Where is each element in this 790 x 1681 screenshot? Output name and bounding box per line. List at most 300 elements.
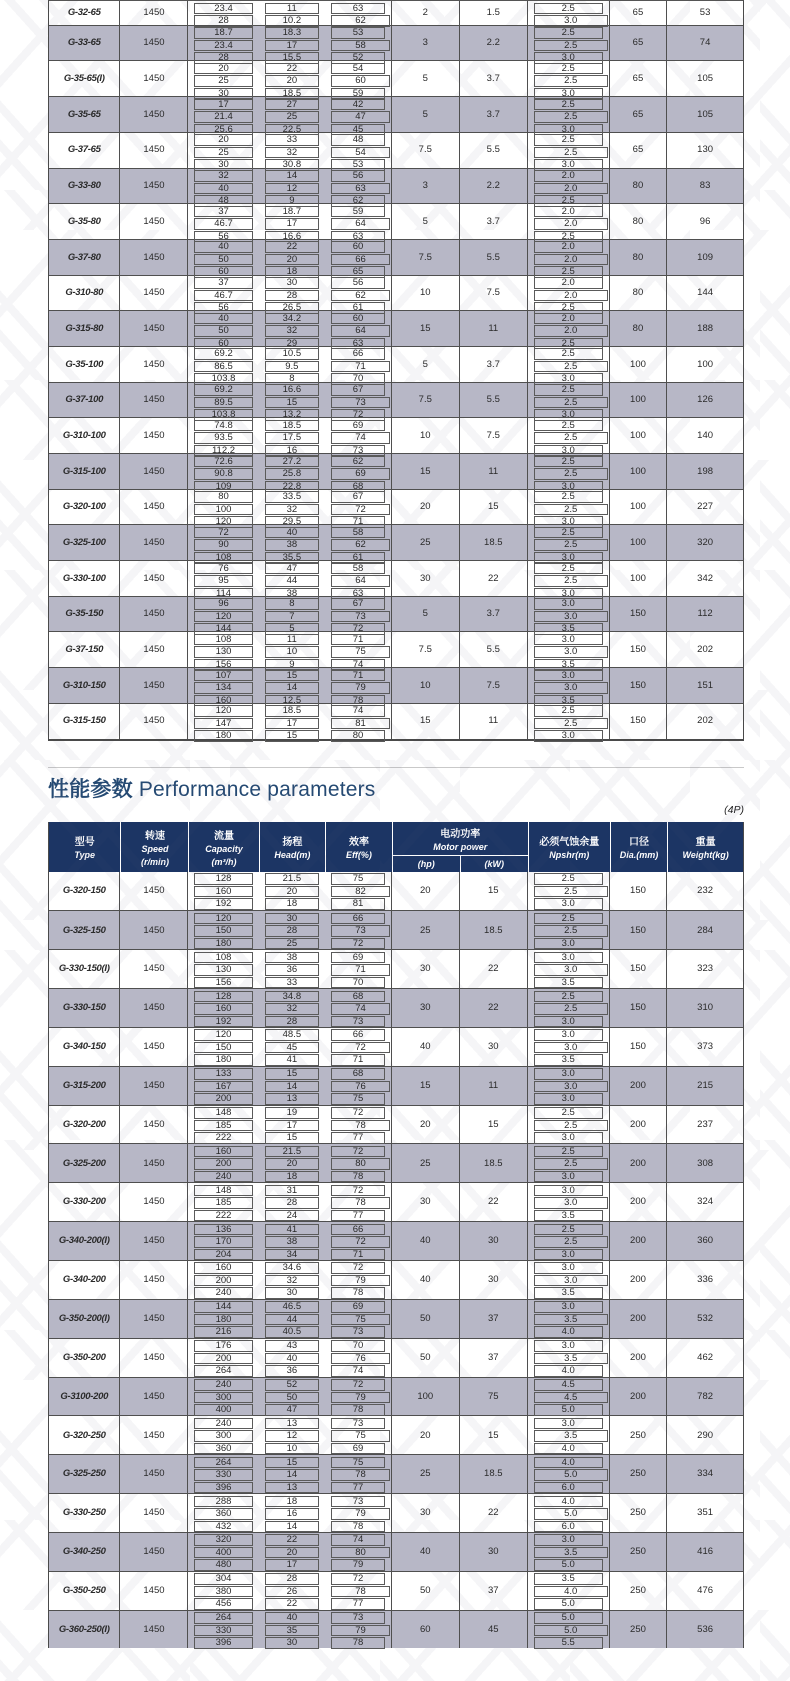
pump-npshr [528,1183,610,1221]
pump-capacity-value: 93.5 [194,432,252,444]
pump-eff-value: 72 [331,1042,390,1054]
pump-capacity-value: 108 [194,552,252,564]
pump-npshr-value: 2.5 [534,527,603,539]
pump-eff-value: 47 [331,111,390,123]
pump-capacity-value: 240 [194,1379,252,1391]
pump-capacity-value: 240 [194,1287,252,1299]
pump-type: G-340-200 [49,1261,120,1299]
pump-npshr [528,1261,610,1299]
pump-head-value: 28 [265,1197,320,1209]
pump-npshr-value: 3.5 [534,695,603,707]
pump-head [259,454,326,492]
pump-head-value: 14 [265,170,320,182]
pump-eff-value: 78 [331,1171,385,1183]
pump-head-value: 35.5 [265,552,320,564]
pump-eff-value: 64 [331,325,390,337]
pump-npshr-value: 2.5 [534,348,603,360]
pump-eff [325,561,392,599]
header-eff-zh: 效率 [348,836,369,848]
pump-type: G-35-100 [49,347,120,382]
pump-row-G-37-65 [49,132,743,171]
pump-eff-value: 67 [331,598,385,610]
pump-weight: 334 [697,1468,714,1480]
pump-type: G-360-250(I) [49,1611,120,1649]
pump-npshr-value: 3.0 [534,588,603,600]
pump-capacity-value: 103.8 [194,373,252,385]
pump-weight: 324 [697,1196,714,1208]
pump-npshr [528,1,610,25]
pump-capacity-value: 300 [194,1392,252,1404]
pump-eff-value: 67 [331,384,385,396]
pump-capacity-value: 330 [194,1625,252,1637]
pump-kw: 30 [460,1533,528,1571]
pump-npshr-value: 2.5 [534,468,608,480]
pump-eff [325,311,392,349]
header-motor-en: Motor power [433,841,488,852]
pump-speed: 1450 [120,276,188,311]
pump-weight: 215 [697,1079,714,1091]
pump-hp: 25 [392,911,460,949]
pump-capacity-value: 46.7 [194,290,252,302]
pump-capacity-value: 147 [194,718,252,730]
pump-eff-value: 69 [331,420,385,432]
pump-capacity-value: 216 [194,1326,252,1338]
pump-npshr-value: 2.5 [534,266,603,278]
pump-npshr-value: 3.0 [534,1340,603,1352]
pump-head-value: 14 [265,1521,320,1533]
pump-head-value: 14 [265,682,320,694]
pump-npshr-value: 6.0 [534,1521,603,1533]
pump-row-G-350-250 [49,1571,743,1610]
pump-capacity-value: 60 [194,338,252,350]
pump-npshr-value: 2.0 [534,206,603,218]
pump-hp: 50 [392,1300,460,1338]
pump-head-value: 13 [265,1418,320,1430]
pump-eff [325,240,392,278]
pump-head-value: 8 [265,598,320,610]
pump-capacity-value: 109 [194,481,252,493]
pump-eff-value: 72 [331,1107,385,1119]
pump-npshr-value: 3.5 [534,623,603,635]
pump-speed: 1450 [120,872,188,911]
pump-npshr-value: 2.5 [534,134,603,146]
pump-capacity [188,1144,258,1182]
pump-capacity-value: 50 [194,325,252,337]
pump-head-value: 15 [265,1132,320,1144]
pump-eff-value: 72 [331,504,390,516]
pump-head-value: 18.5 [265,88,320,100]
pump-eff-value: 70 [331,977,385,989]
pump-capacity [188,989,258,1027]
pump-capacity-value: 204 [194,1249,252,1261]
pump-eff [325,204,392,242]
pump-eff-value: 77 [331,1132,385,1144]
pump-capacity-value: 400 [194,1547,252,1559]
pump-weight: 109 [697,251,714,263]
pump-npshr [528,97,610,135]
pump-eff-value: 54 [331,147,390,159]
pump-npshr-value: 2.5 [534,886,608,898]
pump-row-G-310-80 [49,275,743,314]
pump-type: G-350-250 [49,1572,120,1610]
pump-kw: 2.2 [460,169,528,204]
pump-npshr-value: 5.0 [534,1559,603,1571]
pump-head [259,26,326,64]
header-motor-kw: (kW) [460,856,528,872]
pump-head [259,911,326,949]
pump-head [259,133,326,171]
pump-capacity-value: 180 [194,938,252,950]
pump-hp: 50 [392,1572,460,1610]
pump-capacity-value: 456 [194,1598,252,1610]
pump-head-value: 18 [265,266,320,278]
pump-capacity-value: 136 [194,1224,252,1236]
pump-head-value: 14 [265,1469,320,1481]
pump-weight: 310 [697,1002,714,1014]
pump-eff-value: 63 [331,183,390,195]
pump-capacity [188,668,258,706]
pump-dia: 250 [610,1455,668,1493]
pump-npshr-value: 3.0 [534,938,603,950]
pump-eff-value: 45 [331,124,385,136]
pump-kw: 18.5 [460,1144,528,1182]
pump-weight: 74 [699,37,711,49]
pump-eff-value: 72 [331,409,385,421]
pump-weight: 284 [697,924,714,936]
pump-npshr-value: 4.0 [534,1365,603,1377]
pump-capacity [188,418,258,456]
pump-head-value: 33.5 [265,491,320,503]
pump-row-G-320-200 [49,1105,743,1144]
pump-head-value: 40 [265,1612,320,1624]
pump-capacity-value: 180 [194,1314,252,1326]
pump-npshr-value: 2.5 [534,361,608,373]
header-weight-zh: 重量 [695,836,716,848]
pump-head-value: 15 [265,730,320,742]
pump-capacity [188,204,258,242]
pump-hp: 5 [392,204,460,239]
header-motor-units [393,855,528,872]
pump-npshr-value: 6.0 [534,1482,603,1494]
pump-capacity-value: 69.2 [194,348,252,360]
pump-npshr [528,525,610,563]
pump-head [259,1455,326,1493]
pump-speed: 1450 [120,1222,188,1260]
pump-head-value: 18.7 [265,206,320,218]
pump-head-value: 15 [265,1457,320,1469]
pump-weight: 351 [697,1507,714,1519]
pump-eff-value: 67 [331,491,385,503]
pump-head-value: 11 [265,3,320,15]
pump-npshr [528,1572,610,1610]
pump-head [259,169,326,207]
pump-hp: 2 [392,1,460,25]
pump-npshr-value: 2.5 [534,27,603,39]
pump-npshr-value: 3.0 [534,952,603,964]
pump-weight: 151 [697,679,714,691]
pump-eff-value: 73 [331,445,385,457]
pump-row-G-330-200 [49,1182,743,1221]
pump-capacity-value: 480 [194,1559,252,1571]
pump-speed: 1450 [120,1183,188,1221]
header-speed [120,822,188,872]
pump-head-value: 28 [265,1016,320,1028]
pump-capacity-value: 100 [194,504,252,516]
pump-capacity [188,276,258,314]
pump-kw: 22 [460,1183,528,1221]
pump-eff-value: 80 [331,730,385,742]
section-title-en: Performance parameters [132,777,376,801]
pump-type: G-310-100 [49,418,120,453]
pump-npshr-value: 2.5 [534,991,603,1003]
pump-head [259,1378,326,1416]
pump-head-value: 12.5 [265,695,320,707]
pump-eff-value: 79 [331,1392,390,1404]
pump-capacity-value: 72.6 [194,456,252,468]
pump-dia: 200 [610,1106,668,1144]
pump-npshr-value: 2.5 [534,925,608,937]
pump-capacity-value: 264 [194,1365,252,1377]
header-dia [610,822,668,872]
pump-kw: 18.5 [460,911,528,949]
pump-capacity-value: 304 [194,1573,252,1585]
performance-table-bottom [48,872,744,1649]
pump-capacity-value: 396 [194,1637,252,1649]
pump-row-G-35-150 [49,596,743,635]
pump-eff [325,1222,392,1260]
pump-head [259,276,326,314]
pump-hp: 25 [392,1455,460,1493]
pump-npshr-value: 3.0 [534,670,603,682]
pump-capacity [188,872,258,911]
pump-npshr-value: 2.5 [534,384,603,396]
pump-row-G-35-65 [49,96,743,135]
pump-kw: 75 [460,1378,528,1416]
pump-head-value: 33 [265,134,320,146]
pump-row-G-3100-200 [49,1377,743,1416]
pump-capacity-value: 144 [194,1301,252,1313]
pump-head-value: 19 [265,1107,320,1119]
header-weight-en: Weight(kg) [682,850,729,861]
pump-type: G-320-150 [49,872,120,911]
pump-kw: 22 [460,1494,528,1532]
pump-kw: 11 [460,1067,528,1105]
pump-head-value: 26 [265,1586,320,1598]
pump-capacity-value: 74.8 [194,420,252,432]
pump-eff [325,383,392,421]
pump-head [259,204,326,242]
pump-head-value: 31 [265,1185,320,1197]
pump-capacity-value: 176 [194,1340,252,1352]
pump-npshr-value: 3.0 [534,1197,608,1209]
pump-type: G-320-250 [49,1416,120,1454]
pump-eff-value: 60 [331,313,385,325]
pump-eff-value: 73 [331,1016,385,1028]
pump-head-value: 17 [265,1120,320,1132]
pump-dia: 200 [610,1339,668,1377]
pump-speed: 1450 [120,1378,188,1416]
pump-weight: 202 [697,715,714,727]
pump-npshr-value: 2.5 [534,195,603,207]
pump-head-value: 22.5 [265,124,320,136]
pump-head-value: 9 [265,659,320,671]
pump-head-value: 10.2 [265,15,320,27]
pump-npshr-value: 2.5 [534,504,608,516]
pump-eff-value: 82 [331,886,390,898]
pump-eff-value: 71 [331,516,385,528]
pump-head-value: 17 [265,40,320,52]
pump-dia: 250 [610,1494,668,1532]
pump-eff-value: 69 [331,952,385,964]
pump-eff-value: 71 [331,634,385,646]
pump-npshr [528,950,610,988]
pump-capacity-value: 180 [194,730,252,742]
pump-capacity-value: 40 [194,313,252,325]
pump-head-value: 18 [265,898,320,910]
pump-eff-value: 63 [331,3,385,15]
pump-capacity-value: 95 [194,575,252,587]
performance-table-header [48,822,744,872]
pump-kw: 3.7 [460,597,528,632]
header-npshr-zh: 必须气蚀余量 [539,836,600,848]
pump-capacity-value: 20 [194,63,252,75]
pump-head-value: 18 [265,1496,320,1508]
pump-kw: 5.5 [460,383,528,418]
pump-npshr-value: 2.5 [534,491,603,503]
pump-head-value: 18.3 [265,27,320,39]
pump-speed: 1450 [120,1300,188,1338]
pump-eff [325,1455,392,1493]
pump-eff-value: 72 [331,938,385,950]
pump-npshr-value: 3.0 [534,1534,603,1546]
pump-eff [325,1494,392,1532]
pump-npshr-value: 2.5 [534,456,603,468]
pump-head-value: 32 [265,147,320,159]
pump-eff-value: 75 [331,646,390,658]
pump-type: G-325-100 [49,525,120,560]
pump-npshr-value: 2.5 [534,99,603,111]
pump-speed: 1450 [120,169,188,204]
pump-eff-value: 66 [331,348,385,360]
pump-head-value: 10 [265,646,320,658]
pump-head-value: 36 [265,964,320,976]
pump-head-value: 50 [265,1392,320,1404]
pump-head-value: 38 [265,952,320,964]
pump-dia: 65 [610,1,668,25]
pump-dia: 100 [610,347,668,382]
pump-capacity-value: 170 [194,1236,252,1248]
pump-kw: 37 [460,1300,528,1338]
pump-head-value: 9 [265,195,320,207]
pump-capacity-value: 21.4 [194,111,252,123]
pump-eff-value: 78 [331,1404,385,1416]
pump-head [259,1533,326,1571]
pump-eff-value: 71 [331,1249,385,1261]
pump-type: G-315-100 [49,454,120,489]
pump-capacity-value: 56 [194,302,252,314]
pump-row-G-315-150 [49,703,743,742]
pump-capacity-value: 46.7 [194,218,252,230]
pump-npshr [528,1494,610,1532]
pump-eff [325,169,392,207]
pump-row-G-320-150 [49,872,743,911]
pump-eff-value: 71 [331,361,390,373]
pump-weight: 144 [697,287,714,299]
header-type-zh: 型号 [74,836,95,848]
pump-eff [325,61,392,99]
pump-type: G-350-200(I) [49,1300,120,1338]
pump-capacity [188,704,258,742]
pump-eff-value: 81 [331,718,390,730]
pump-capacity [188,61,258,99]
pump-eff [325,632,392,670]
pump-npshr-value: 3.0 [534,1301,603,1313]
pump-head [259,561,326,599]
pump-npshr-value: 3.5 [534,1573,603,1585]
pump-type: G-315-80 [49,311,120,346]
pump-hp: 10 [392,418,460,453]
pump-capacity-value: 120 [194,1029,252,1041]
pump-capacity-value: 320 [194,1534,252,1546]
pump-hp: 3 [392,26,460,61]
pump-head-value: 14 [265,1081,320,1093]
pump-npshr-value: 5.0 [534,1612,603,1624]
pump-kw: 3.7 [460,61,528,96]
pump-capacity-value: 167 [194,1081,252,1093]
pump-eff [325,1106,392,1144]
pump-head-value: 38 [265,1236,320,1248]
pump-capacity [188,1455,258,1493]
pump-head-value: 10.5 [265,348,320,360]
pump-head [259,704,326,742]
header-head-zh: 扬程 [282,836,303,848]
pump-head-value: 13.2 [265,409,320,421]
pump-head [259,1067,326,1105]
pump-eff-value: 62 [331,456,385,468]
pump-head-value: 26.5 [265,302,320,314]
pump-eff-value: 42 [331,99,385,111]
pump-kw: 3.7 [460,97,528,132]
pump-npshr-value: 3.5 [534,1287,603,1299]
pump-dia: 200 [610,1300,668,1338]
pump-npshr-value: 2.5 [534,63,603,75]
pump-npshr-value: 3.0 [534,1042,608,1054]
pump-head [259,632,326,670]
pump-npshr-value: 2.0 [534,170,603,182]
pump-capacity-value: 288 [194,1496,252,1508]
pump-eff-value: 80 [331,1158,390,1170]
pump-npshr-value: 3.0 [534,1185,603,1197]
pump-npshr-value: 3.0 [534,611,608,623]
pump-npshr-value: 2.5 [534,1236,608,1248]
pump-eff-value: 76 [331,1081,390,1093]
pump-eff-value: 48 [331,134,385,146]
pump-capacity-value: 48 [194,195,252,207]
pump-type: G-330-150(I) [49,950,120,988]
pump-head-value: 25.8 [265,468,320,480]
pump-npshr [528,1455,610,1493]
pump-npshr [528,704,610,742]
pump-head [259,1339,326,1377]
pump-capacity [188,347,258,385]
pump-head-value: 17 [265,718,320,730]
pump-npshr-value: 3.0 [534,634,603,646]
pump-capacity [188,169,258,207]
pump-head-value: 40.5 [265,1326,320,1338]
pump-weight: 476 [697,1584,714,1596]
pump-dia: 100 [610,525,668,560]
pump-npshr-value: 3.5 [534,1314,608,1326]
